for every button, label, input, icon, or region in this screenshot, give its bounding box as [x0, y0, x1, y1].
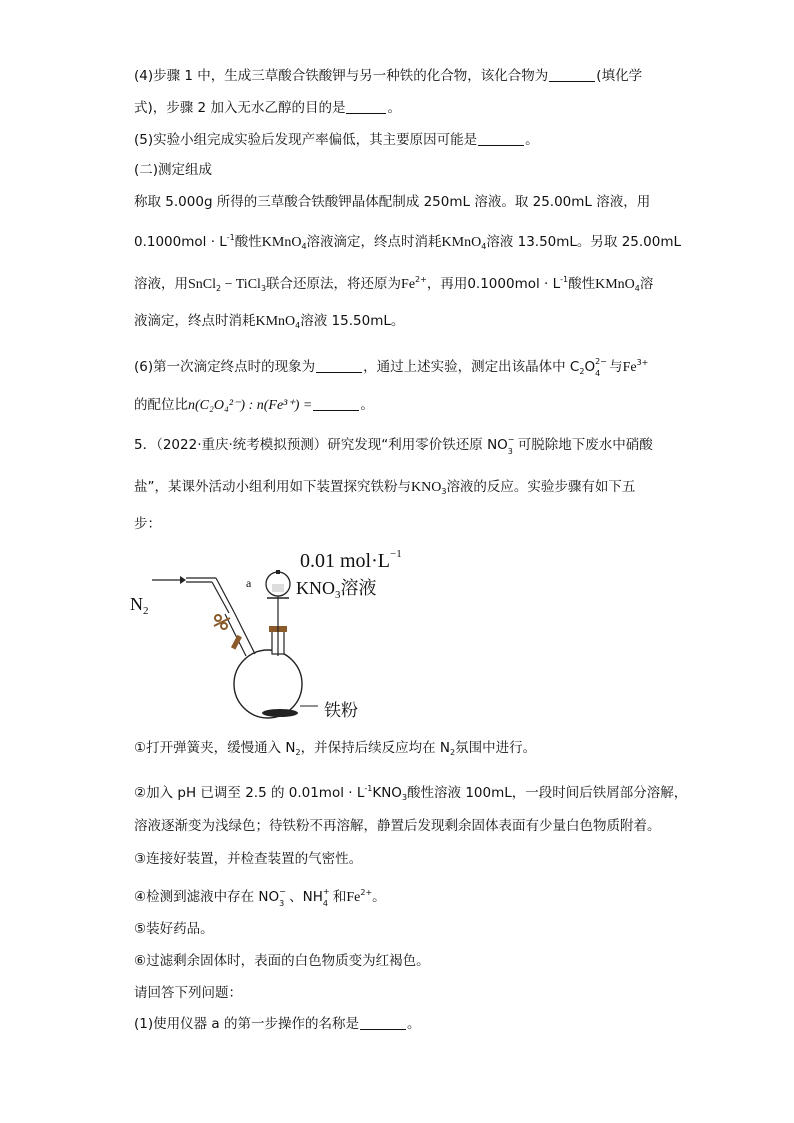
- formula: Fe: [401, 277, 416, 292]
- step2-line1: [134, 780, 687, 807]
- text: KNO: [296, 578, 335, 598]
- text: 氛围中进行。: [455, 740, 537, 756]
- text: 联合还原法，将还原为: [266, 276, 402, 292]
- instruction: 请回答下列问题：: [134, 985, 242, 1001]
- sub: 4: [481, 242, 487, 251]
- answer-blank: [360, 1017, 406, 1030]
- text: KNO: [372, 785, 402, 801]
- sub: 3: [335, 589, 341, 601]
- step6: ⑥过滤剩余固体时，表面的白色物质变为红褐色。: [134, 953, 430, 969]
- text: 酸性: [234, 234, 262, 250]
- text: 溶液 13.50mL。另取 25.00mL: [486, 234, 682, 250]
- sub: 3: [507, 447, 513, 456]
- sup: 3+: [636, 358, 649, 367]
- q4-text: 式)，步骤 2 加入无水乙醇的目的是: [134, 100, 346, 116]
- text: 0.01 mol·L: [300, 550, 390, 572]
- iron-powder: [262, 709, 298, 717]
- q4-line2: [134, 99, 401, 117]
- step1: [134, 739, 536, 762]
- answer-blank: [313, 398, 359, 411]
- sub: 4: [322, 899, 328, 908]
- sup: 2+: [415, 275, 427, 284]
- text: ，并保持后续反应均在 N: [300, 740, 450, 756]
- q4-text: (4)步骤 1 中，生成三草酸合铁酸钾与另一种铁的化合物，该化合物为: [134, 68, 549, 84]
- text: 溶液，用: [134, 276, 188, 292]
- side-arm: [234, 612, 255, 654]
- sup: −: [507, 435, 515, 444]
- ion-charge: [279, 887, 289, 908]
- section-heading: (二)测定组成: [134, 162, 213, 178]
- step3: ③连接好装置，并检查装置的气密性。: [134, 851, 363, 867]
- text: 。: [372, 889, 386, 905]
- text: 液滴定，终点时消耗: [134, 313, 256, 329]
- text: 酸性溶液 100mL，一段时间后铁屑部分溶解，: [407, 785, 688, 801]
- sup: −1: [390, 548, 402, 560]
- apparatus-figure: [128, 546, 402, 722]
- q5-text-end: 。: [525, 132, 539, 148]
- sub: 4: [634, 284, 640, 293]
- sub: 2: [449, 748, 456, 757]
- answer-blank: [316, 360, 362, 373]
- text: 5．（2022·重庆·统考模拟预测）研究发现“利用零价铁还原 NO: [134, 437, 508, 453]
- text: 盐”，某课外活动小组利用如下装置探究铁粉与: [134, 479, 411, 495]
- q4-line1: [134, 67, 642, 85]
- sub: 3: [260, 284, 267, 293]
- iron-powder-label: 铁粉: [324, 701, 358, 720]
- text: ④检测到滤液中存在 NO: [134, 889, 280, 905]
- funnel-top: [276, 570, 280, 574]
- q6-line1: [134, 354, 648, 381]
- question5-title: [134, 436, 653, 454]
- sub: 2: [579, 367, 585, 376]
- side-arm: [225, 614, 246, 656]
- text: ②加入 pH 已调至 2.5 的 0.01mol · L: [134, 785, 365, 801]
- formula: SnCl: [188, 277, 217, 292]
- nitrogen-label: [130, 594, 149, 617]
- ion-charge: [595, 357, 609, 378]
- q4-text-end: 。: [387, 100, 401, 116]
- sup: 2−: [595, 357, 607, 366]
- paragraph-line4: [134, 312, 404, 335]
- text: (1)使用仪器 a 的第一步操作的名称是: [134, 1016, 359, 1032]
- formula: − TiCl: [221, 277, 261, 292]
- formula: KMnO: [255, 314, 296, 329]
- ion-charge: [507, 435, 518, 456]
- q4-text-end: (填化学: [596, 68, 643, 84]
- text: 可脱除地下废水中硝酸: [517, 437, 653, 453]
- question5-line2: [134, 478, 635, 501]
- sub: 2: [143, 605, 149, 617]
- formula: Fe: [622, 360, 637, 375]
- flow-arrow-head: [180, 576, 186, 584]
- text: (6)第一次滴定终点时的现象为: [134, 359, 316, 375]
- text: 溶液 15.50mL。: [300, 313, 405, 329]
- answer-blank: [478, 133, 524, 146]
- sub: 3: [441, 487, 447, 496]
- ion-charge: [322, 887, 333, 908]
- text: 溶: [639, 276, 654, 292]
- flask-body: [234, 650, 302, 718]
- instrument-a-label: a: [246, 576, 252, 590]
- step5: ⑤装好药品。: [134, 921, 214, 937]
- text: 酸性: [568, 276, 596, 292]
- formula: KMnO: [595, 277, 635, 292]
- sub: 4: [301, 242, 307, 251]
- sub: 2: [295, 748, 301, 757]
- sup: +: [322, 887, 330, 896]
- formula: KMnO: [441, 235, 482, 250]
- text: ①打开弹簧夹，缓慢通入 N: [134, 740, 296, 756]
- answer-blank: [549, 69, 595, 82]
- q5-text: (5)实验小组完成实验后发现产率偏低，其主要原因可能是: [134, 132, 478, 148]
- side-stopper: [231, 635, 242, 650]
- q5-line: [134, 131, 539, 149]
- text: 0.1000mol · L: [134, 234, 227, 250]
- formula: KMnO: [261, 235, 302, 250]
- ratio-formula: n(C₂O₄²⁻) : n(Fe³⁺) =: [188, 398, 313, 413]
- sub: 3: [279, 899, 285, 908]
- text: 。: [360, 397, 374, 413]
- sup: -1: [560, 275, 569, 284]
- sub: 4: [295, 321, 301, 330]
- text: 溶液的反应。实验步骤有如下五: [446, 479, 636, 495]
- sup: -1: [364, 784, 373, 793]
- paragraph-line3: [134, 271, 653, 298]
- paragraph-line1: 称取 5.000g 所得的三草酸合铁酸钾晶体配制成 250mL 溶液。取 25.00mL 溶液，用: [134, 194, 651, 210]
- text: N: [130, 594, 143, 614]
- text: 、NH: [289, 889, 323, 905]
- formula: KNO: [411, 480, 442, 495]
- text: ，通过上述实验，测定出该晶体中 C: [363, 359, 580, 375]
- text: 溶液: [340, 578, 377, 598]
- funnel-liquid: [272, 584, 284, 592]
- sub: 3: [401, 793, 408, 802]
- spring-clamp: [221, 623, 227, 629]
- text: 。: [406, 1016, 421, 1032]
- concentration-label: [300, 548, 402, 573]
- sub: 4: [595, 369, 601, 378]
- text: 和: [332, 889, 347, 905]
- formula: Fe: [346, 890, 361, 905]
- sup: -1: [226, 233, 235, 242]
- spring-clamp: [215, 615, 221, 621]
- q6-line2: [134, 396, 374, 415]
- sup: −: [279, 887, 286, 896]
- answer-blank: [346, 101, 386, 114]
- text: O: [584, 359, 596, 375]
- sup: 2+: [360, 888, 373, 897]
- question5-line3: 步：: [134, 516, 161, 532]
- step4: [134, 884, 386, 907]
- reagent-label: [296, 574, 377, 601]
- text: 溶液滴定，终点时消耗: [306, 234, 442, 250]
- text: 的配位比: [134, 397, 188, 413]
- text: ，再用0.1000mol · L: [426, 276, 561, 292]
- sub-question-1: [134, 1015, 420, 1033]
- text: 与: [609, 359, 623, 375]
- sub: 2: [216, 284, 222, 293]
- paragraph-line2: [134, 229, 681, 256]
- step2-line2: 溶液逐渐变为浅绿色；待铁粉不再溶解，静置后发现剩余固体表面有少量白色物质附着。: [134, 818, 661, 834]
